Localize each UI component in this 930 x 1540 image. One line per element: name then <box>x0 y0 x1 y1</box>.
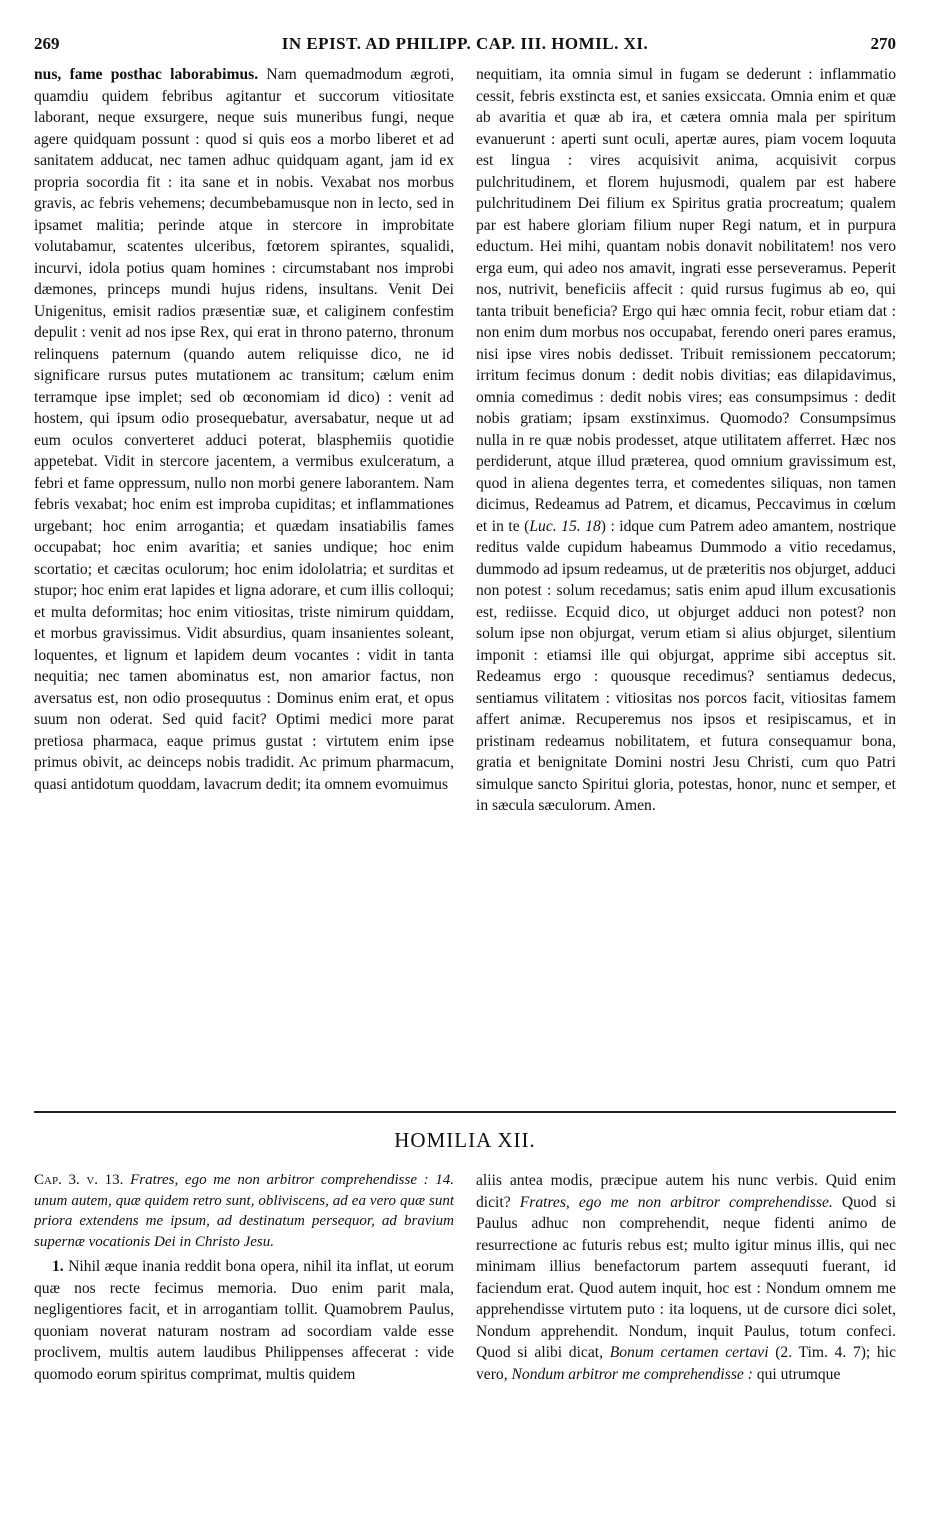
paragraph-text: Quod si Paulus adhuc non comprehendit, neque fidenti animo de resurrectione ac futuris rebus est; multo igitur minus illis, qui nec minimam illius benefactorum partem assequuti fuerant, id faciendum erat. Quod autem inquit, hoc est : Nondum omnem me apprehendisse virtutem puto : ita loquens, ut de cursore dici solet, Nondum apprehendit. Nondum, inquit Paulus, totum confeci. Quod si alibi dicat, <box>476 1193 896 1361</box>
paragraph-text: Nihil æque inania reddit bona opera, nihil ita inflat, ut eorum quæ nos recte fecimus memoria. Duo enim parit mala, negligentiores facit, et in arrogantiam tollit. Quamobrem Paulus, quoniam noverat naturam nostram ad socordiam valde esse proclivem, multis autem laudibus Philippenses affecerat : vide quomodo eorum spiritus comprimat, multis quidem <box>34 1258 454 1383</box>
quotation: Nondum arbitror me comprehendisse : <box>511 1365 753 1383</box>
paragraph <box>34 64 454 795</box>
paragraph-text: aliis antea modis, præcipue autem his nunc verbis. Quid enim dicit? <box>476 1172 896 1211</box>
paragraph-lead: nus, fame posthac laborabimus. <box>34 66 259 83</box>
column-left-upper <box>34 64 454 1104</box>
chapter-verse-text: Fratres, ego me non arbitror comprehendisse : 14. unum autem, quæ quidem retro sunt, obliviscens, ad ea vero quæ sunt priora extendens me ipsum, ad destinatum persequor, ad bravium supernæ vocationis Dei in Christo Jesu. <box>34 1172 454 1250</box>
section-divider <box>34 1111 896 1113</box>
scripture-reference: (2. Tim. 4. 7) <box>768 1344 866 1361</box>
column-right-upper <box>476 64 896 1104</box>
paragraph-number: 1. <box>52 1258 64 1275</box>
paragraph-text: Nam quemadmodum ægroti, quamdiu quidem febribus agitantur et succorum vitiositate laborant, neque exsurgere, neque suis muneribus fungi, neque agere quidquam possunt : quod si quis eos a morbo liberet et ad sanitatem adducat, nec tamen adhuc quidquam agant, jam id ex propria socordia fit : ita sane et in nobis. Vexabat nos morbus gravis, ac febris vehemens; decumbebamusque non in lecto, sed in ipsamet malitia; perinde atque in stercore in improbitate volutabamur, scatentes ulceribus, fœtorem spirantes, squalidi, incurvi, idola potius quam homines : circumstabant nos improbi dæmones, princeps mundi hujus ridens, insultans. Venit Dei Unigenitus, emisit radios præsentiæ suæ, et caliginem confestim depulit : venit ad nos ipse Rex, qui erat in throno paterno, thronum relinquens paternum (quando autem reliquisse dico, ne id significare rursus putes mutationem ac transitum; cælum enim terramque ipse implet; sed ob œconomiam id dico) : venit ad hostem, qui ipsum odio prosequebatur, aversabatur, neque ut ad eum oculos converteret adduci poterat, blasphemiis quotidie appetebat. Vidit in stercore jacentem, a vermibus exulceratum, a febri et fame oppressum, nullo non morbi genere laborantem. Nam febris vexabat; hoc enim est improba cupiditas; et inflammationes urgebant; hoc enim arrogantia; et quædam insatiabilis fames occupabat; hoc enim avaritia; et sanies undique; hoc enim scortatio; et cæcitas oculorum; hoc enim idololatria; et surditas et stupor; hoc enim erat lapides et ligna adorare, et cum illis colloqui; et multa deformitas; hoc enim vitiositas, triste nimirum quiddam, et morbus gravissimus. Vidit absurdius, quam insanientes soleant, loquentes, et lignum et lapidem deum vocantes : vidit in tanta nequitia; nec tamen abominatus est, non amarior factus, non aversatus est, non odio prosequutus : Dominus enim erat, et opus suum non oderat. Sed quid facit? Optimi medici more parat pretiosa pharmaca, eaque primus gustat : virtutem enim ipse primus obivit, ac deinceps nobis tradidit. Ac primum pharmacum, quasi antidotum quoddam, lavacrum dedit; ita omnem evomuimus <box>34 66 454 793</box>
page-number-right: 270 <box>870 34 896 53</box>
paragraph <box>34 1256 454 1385</box>
paragraph-text: nequitiam, ita omnia simul in fugam se dederunt : inflammatio cessit, febris exstincta est, et sanies exsiccata. Omnia enim et quæ ab avaritia et quæ ab ira, et cætera omnia mala per spiritum evanuerunt : aperti sunt oculi, apertæ aures, piam vocem loquuta est lingua : vires acquisivit anima, acquisivit corpus pulchritudinem, et florem hujusmodi, qualem par est habere pulchritudinem Dei filium ex Spiritus gratia procreatum; qualem par est habere gloriam filium nuper Regi natum, et in purpura eductum. Hei mihi, quantam nobis donavit nobilitatem! nos vero erga eum, qui adeo nos amavit, ingrati esse perseveramus. Peperit nos, nutrivit, beneficiis affecit : quid rursus fugimus ab eo, qui tanta tribuit beneficia? Ergo qui hæc omnia fecit, robur etiam dat : non enim dum morbus nos occupabat, ferendo oneri pares eramus, nisi ipse vires nobis dedisset. Tribuit remissionem peccatorum; irritum fecimus donum : dedit nobis divitias; eas dilapidavimus, omnia comedimus : dedit nobis vires; eas consumpsimus : dedit nobis gratiam; ipsam exstinximus. Quomodo? Consumpsimus nulla in re quæ nobis prodesset, atque utilitatem afferret. Hæc nos perdiderunt, atque illud præterea, quod omnium gravissimum est, quod in aliena degentes terra, et comedentes siliquas, non tamen dicimus, Redeamus ad Patrem, et dicamus, Peccavimus in cœlum et in te ( <box>476 66 896 535</box>
quotation: Bonum certamen certavi <box>609 1344 769 1361</box>
paragraph-text: qui utrumque <box>752 1365 841 1383</box>
paragraph <box>476 1170 896 1385</box>
scripture-reference: Luc. 15. 18 <box>529 517 601 535</box>
running-header <box>34 34 896 58</box>
chapter-verse-label: Cap. 3. v. 13. <box>34 1172 124 1188</box>
paragraph-text-cont: ) : idque cum Patrem adeo amantem, nostrique reditus valde cupidum habeamus Dummodo a vitio recedamus, dummodo ad ipsum redeamus, ut de præteritis nos objurget, adduci non potest : solum recedamus; satis enim apud illum excusationis est, rediisse. Ecquid dico, ut objurget adduci non potest? non solum ipse non objurgat, verum etiam si alius objurget, silentium imponit : etiamsi ille qui objurgat, apprime sibi acceptus sit. Redeamus ergo : quousque recedimus? sentiamus dedecus, sentiamus vilitatem : vitiositas nos porcos facit, vitiositas famem affert animæ. Recuperemus nos ipsos et resipiscamus, et in pristinam redeamus nobilitatem, et futura consequamur bona, gratia et benignitate Domini nostri Jesu Christi, cum quo Patri simulque sancto Spiritui gloria, potestas, honor, nunc et semper, et in sæcula sæculorum. Amen. <box>476 517 896 814</box>
column-left-lower <box>34 1170 454 1500</box>
page-number-left: 269 <box>34 34 60 53</box>
quotation: Fratres, ego me non arbitror comprehendisse. <box>519 1193 833 1211</box>
running-title: IN EPIST. AD PHILIPP. CAP. III. HOMIL. XI. <box>281 34 649 53</box>
paragraph-text: ; hic vero, <box>476 1344 896 1383</box>
paragraph <box>476 64 896 817</box>
homily-title: HOMILIA XII. <box>394 1128 536 1152</box>
column-right-lower <box>476 1170 896 1500</box>
chapter-verse-quote <box>34 1170 454 1252</box>
